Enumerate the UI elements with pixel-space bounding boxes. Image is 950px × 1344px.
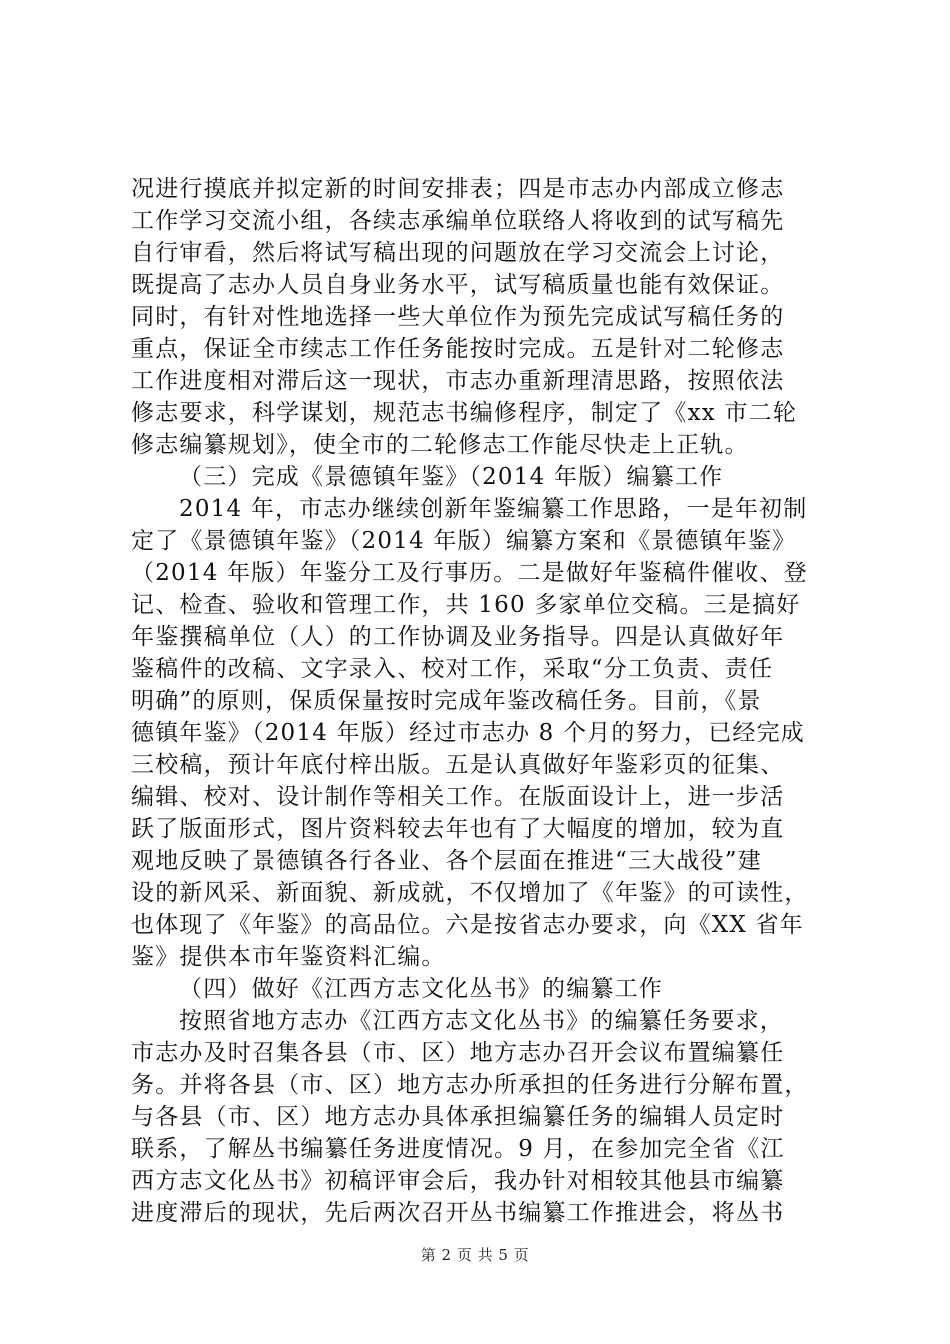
text-line: 鉴》提供本市年鉴资料汇编。 [131, 944, 446, 970]
text-line: 务。并将各县（市、区）地方志办所承担的任务进行分解布置， [131, 1072, 809, 1098]
text-line: 年鉴撰稿单位（人）的工作协调及业务指导。四是认真做好年 [131, 624, 785, 650]
text-line: 德镇年鉴》（2014 年版）经过市志办 8 个月的努力，已经完成 [131, 720, 805, 746]
text-line: 编辑、校对、设计制作等相关工作。在版面设计上，进一步活 [131, 784, 785, 810]
text-line: 工作进度相对滞后这一现状，市志办重新理清思路，按照依法 [131, 368, 785, 394]
text-line: 明确”的原则，保质保量按时完成年鉴改稿任务。目前，《景 [131, 688, 762, 714]
text-line: 进度滞后的现状，先后两次召开丛书编纂工作推进会，将丛书 [131, 1200, 785, 1226]
text-line: （2014 年版）年鉴分工及行事历。二是做好年鉴稿件催收、登 [131, 560, 808, 586]
document-body [131, 173, 851, 1229]
text-line: 况进行摸底并拟定新的时间安排表；四是市志办内部成立修志 [131, 176, 785, 202]
text-line: 也体现了《年鉴》的高品位。六是按省志办要求，向《XX 省年 [131, 912, 804, 938]
text-line: 跃了版面形式，图片资料较去年也有了大幅度的增加，较为直 [131, 816, 785, 842]
text-line: 记、检查、验收和管理工作，共 160 多家单位交稿。三是搞好 [131, 592, 801, 618]
text-line: 自行审看，然后将试写稿出现的问题放在学习交流会上讨论， [131, 240, 785, 266]
page-number-footer: 第 2 页 共 5 页 [420, 1246, 530, 1264]
text-line: 既提高了志办人员自身业务水平，试写稿质量也能有效保证。 [131, 272, 785, 298]
text-line: 2014 年，市志办继续创新年鉴编纂工作思路，一是年初制 [179, 496, 808, 522]
text-line: 修志要求，科学谋划，规范志书编修程序，制定了《xx 市二轮 [131, 400, 798, 426]
section-heading: （四）做好《江西方志文化丛书》的编纂工作 [179, 976, 663, 1002]
text-line: 鉴稿件的改稿、文字录入、校对工作，采取“分工负责、责任 [131, 656, 774, 682]
text-line: 与各县（市、区）地方志办具体承担编纂任务的编辑人员定时 [131, 1104, 785, 1130]
text-line: 同时，有针对性地选择一些大单位作为预先完成试写稿任务的 [131, 304, 785, 330]
text-line: 联系，了解丛书编纂任务进度情况。9 月，在参加完全省《江 [131, 1136, 785, 1162]
text-line: 观地反映了景德镇各行各业、各个层面在推进“三大战役”建 [131, 848, 762, 874]
text-line: 设的新风采、新面貌、新成就，不仅增加了《年鉴》的可读性， [131, 880, 809, 906]
text-line: 按照省地方志办《江西方志文化丛书》的编纂任务要求， [179, 1008, 784, 1034]
text-line: 工作学习交流小组，各续志承编单位联络人将收到的试写稿先 [131, 208, 785, 234]
text-line: 定了《景德镇年鉴》（2014 年版）编纂方案和《景德镇年鉴》 [131, 528, 797, 554]
section-heading: （三）完成《景德镇年鉴》（2014 年版）编纂工作 [179, 464, 724, 490]
text-line: 修志编纂规划》，使全市的二轮修志工作能尽快走上正轨。 [131, 432, 749, 458]
text-line: 三校稿，预计年底付梓出版。五是认真做好年鉴彩页的征集、 [131, 752, 785, 778]
text-line: 重点，保证全市续志工作任务能按时完成。五是针对二轮修志 [131, 336, 785, 362]
text-line: 西方志文化丛书》初稿评审会后，我办针对相较其他县市编纂 [131, 1168, 785, 1194]
text-line: 市志办及时召集各县（市、区）地方志办召开会议布置编纂任 [131, 1040, 785, 1066]
